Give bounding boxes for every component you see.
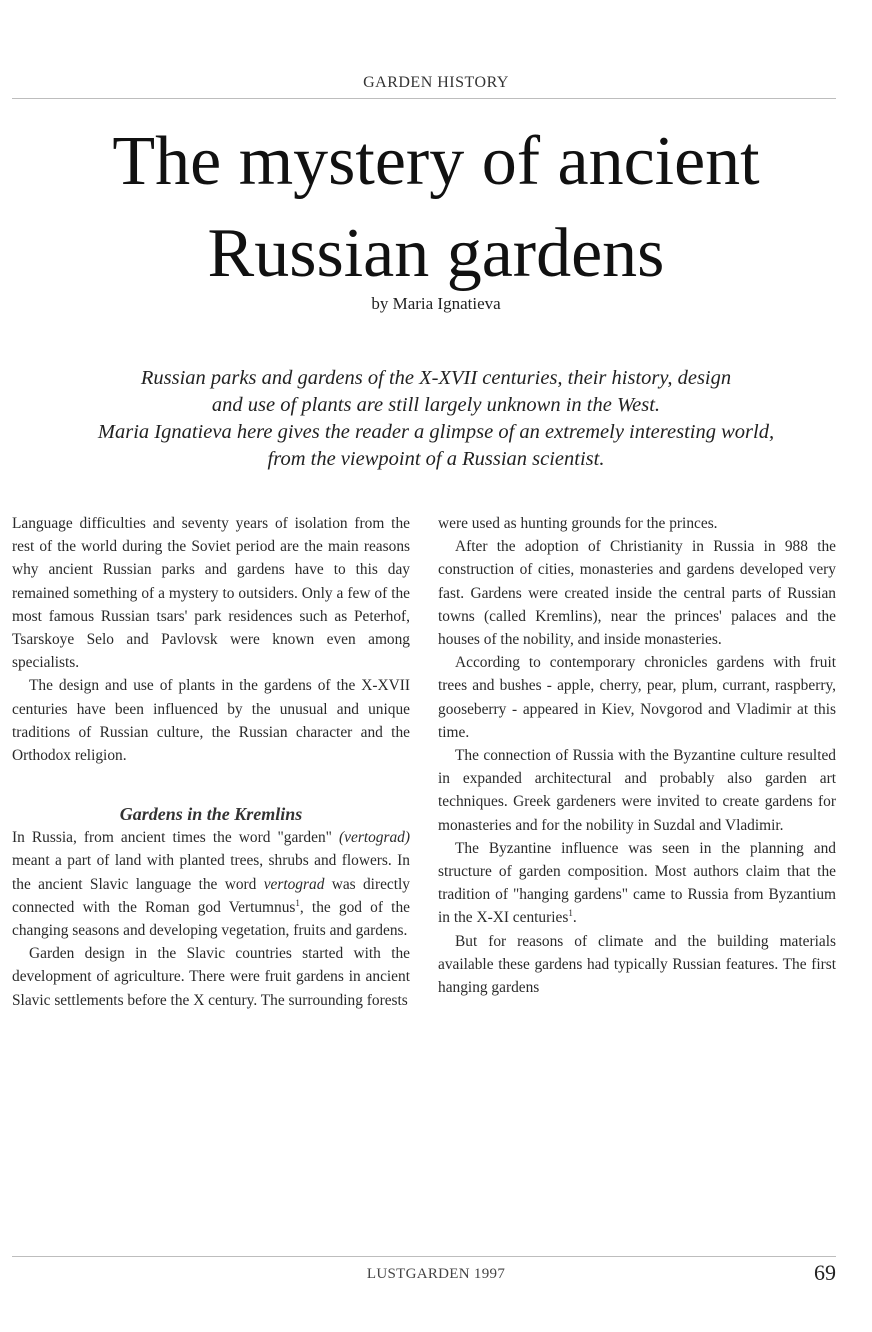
italic-term: vertograd	[263, 875, 325, 893]
header-rule	[12, 98, 836, 99]
section-subheading: Gardens in the Kremlins	[119, 804, 303, 825]
publication-name: LUSTGARDEN 1997	[366, 1266, 506, 1282]
left-column	[12, 512, 410, 1012]
page-number: 69	[814, 1260, 836, 1285]
right-column	[438, 512, 836, 999]
paragraph: After the adoption of Christianity in Russia in 988 the construction of cities, monasteries and gardens developed very fast. Gardens were created inside the central parts of Russian towns (called Kremlins), near the princes' palaces and the houses of the nobility, and inside monasteries.	[438, 538, 836, 649]
paragraph	[12, 826, 410, 942]
title-line-2: Russian gardens	[207, 215, 665, 292]
footer-rule	[12, 1256, 836, 1257]
paragraph: The connection of Russia with the Byzantine culture resulted in expanded architectural and probably also garden art techniques. Greek gardeners were invited to create gardens for monasteries and for the nobility in Suzdal and Vladimir.	[438, 747, 836, 834]
byline: by Maria Ignatieva	[371, 294, 501, 313]
text-run: was directly connected with the Roman god Vertumnus	[12, 875, 410, 916]
text-run: meant a part of land with planted trees, shrubs and flowers. In the ancient Slavic language the word	[12, 852, 410, 893]
paragraph: Garden design in the Slavic countries started with the development of agriculture. There were fruit gardens in ancient Slavic settlements before the X century. The surrounding forests	[12, 945, 410, 1009]
title-line-1: The mystery of ancient	[112, 123, 760, 200]
italic-term: (vertograd)	[339, 829, 410, 847]
paragraph: According to contemporary chronicles gardens with fruit trees and bushes - apple, cherry, pear, plum, currant, raspberry, gooseberry - appeared in Kiev, Novgorod and Vladimir at this time.	[438, 654, 836, 741]
lede	[0, 365, 872, 473]
article-title	[0, 116, 872, 300]
paragraph: But for reasons of climate and the building materials available these gardens had typically Russian features. The first hanging gardens	[438, 932, 836, 997]
paragraph: The design and use of plants in the gardens of the X-XVII centuries have been influenced by the unusual and unique traditions of Russian culture, the Russian character and the Orthodox religion.	[12, 677, 410, 765]
paragraph: Language difficulties and seventy years of isolation from the rest of the world during the Soviet period are the main reasons why ancient Russian parks and gardens have to this day remained something of a mystery to outsiders. Only a few of the most famous Russian tsars' park residences such as Peterhof, Tsarskoye Selo and Pavlovsk were known even among specialists.	[12, 515, 410, 672]
text-run: , the god of the changing seasons and developing vegetation, fruits and gardens.	[12, 898, 410, 940]
text-run: In Russia, from ancient times the word "garden"	[12, 829, 340, 847]
paragraph	[438, 837, 836, 930]
text-run: The Byzantine influence was seen in the planning and structure of garden composition. Most authors claim that the tradition of "hanging gardens" came to Russia from Byzantium in the X-XI centuries	[438, 839, 836, 927]
footnote-ref[interactable]: 1	[295, 897, 300, 908]
lede-line: and use of plants are still largely unknown in the West.	[211, 394, 661, 416]
lede-line: Russian parks and gardens of the X-XVII centuries, their history, design	[140, 367, 732, 389]
text-run: .	[572, 909, 577, 927]
footnote-ref[interactable]: 1	[568, 908, 573, 919]
lede-line: from the viewpoint of a Russian scientist.	[267, 448, 605, 470]
section-label: GARDEN HISTORY	[363, 74, 509, 91]
lede-line: Maria Ignatieva here gives the reader a glimpse of an extremely interesting world,	[97, 421, 775, 443]
paragraph: were used as hunting grounds for the princes.	[438, 515, 718, 532]
